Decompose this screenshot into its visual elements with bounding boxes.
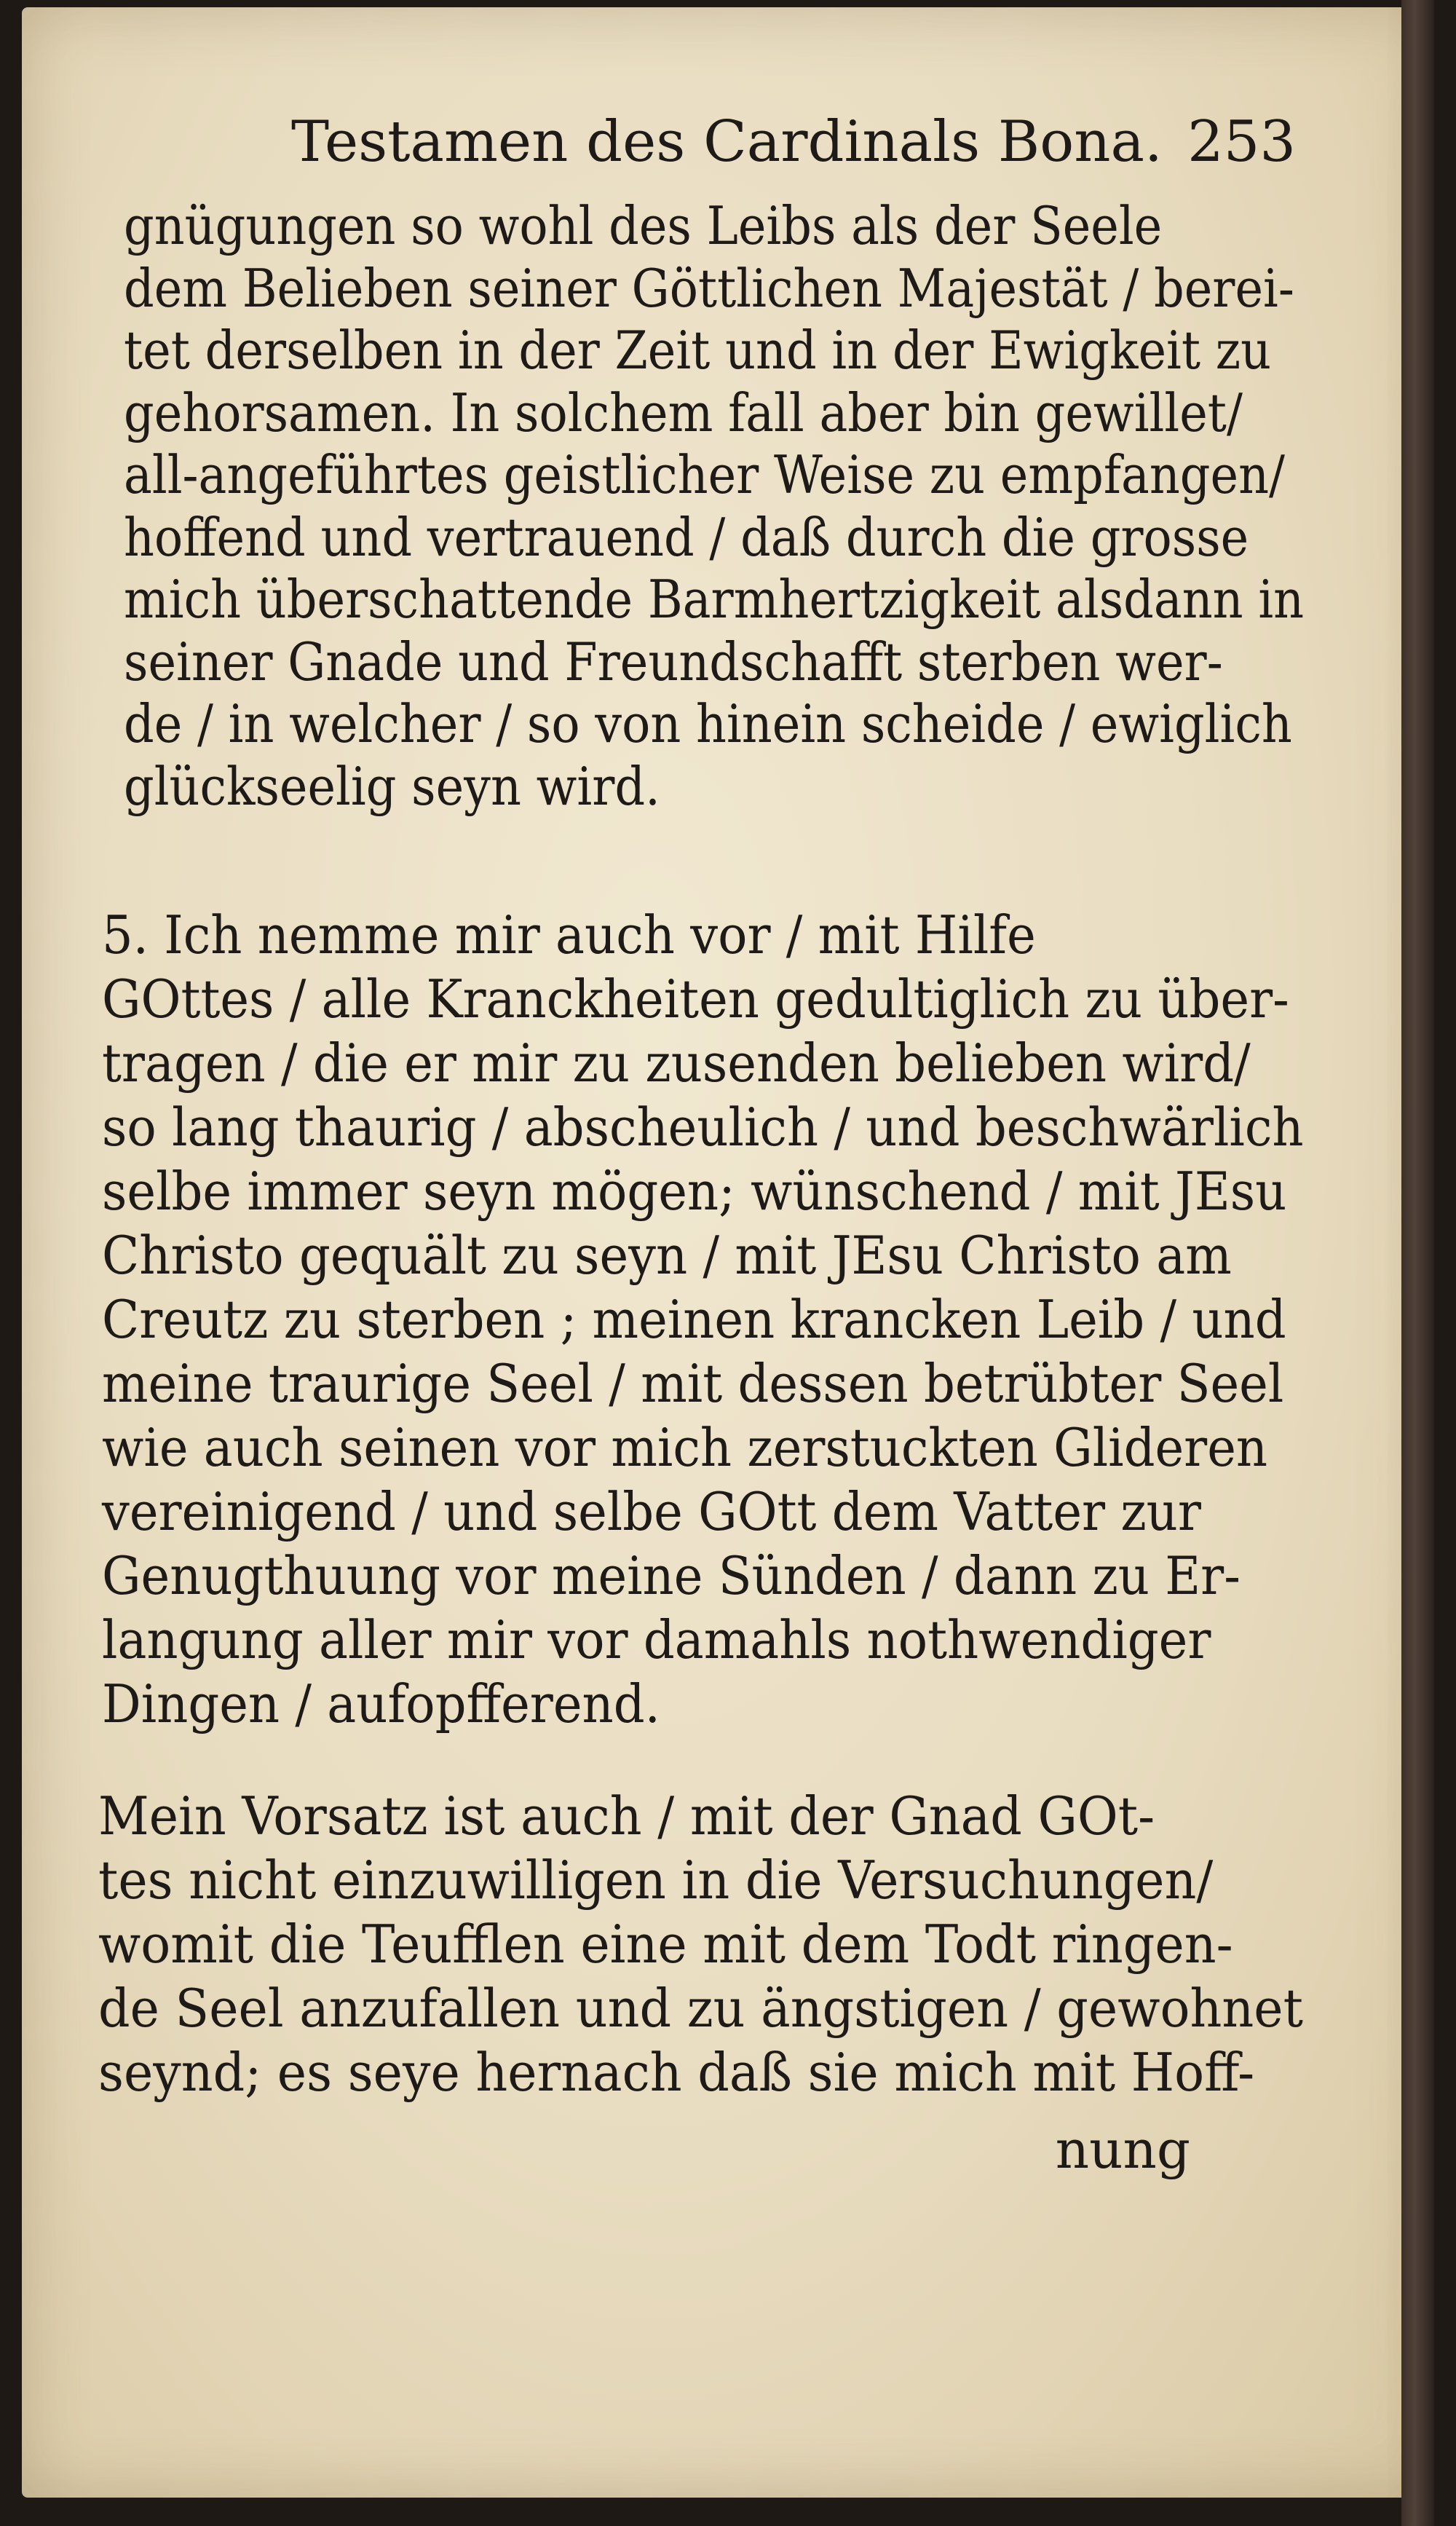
text-line: selbe immer seyn mögen; wünschend / mit JEsu xyxy=(102,1161,1287,1222)
text-line: dem Belieben seiner Göttlichen Majestät / berei- xyxy=(124,257,1294,319)
text-line: Mein Vorsatz ist auch / mit der Gnad GOt- xyxy=(98,1785,1155,1847)
text-line: de Seel anzufallen und zu ängstigen / gewohnet xyxy=(98,1978,1303,2039)
catchword: nung xyxy=(1055,2119,1190,2180)
running-title: Testamen des Cardinals Bona. xyxy=(291,109,1163,175)
text-line: hoffend und vertrauend / daß durch die grosse xyxy=(124,506,1249,568)
text-line: GOttes / alle Kranckheiten gedultiglich zu über- xyxy=(102,968,1289,1030)
text-line: Christo gequält zu seyn / mit JEsu Christo am xyxy=(102,1225,1232,1286)
text-line: Genugthuung vor meine Sünden / dann zu Er- xyxy=(102,1545,1241,1606)
text-line: de / in welcher / so von hinein scheide / ewiglich xyxy=(124,693,1292,754)
page-number: 253 xyxy=(1187,109,1296,175)
paragraph-1 xyxy=(124,195,1428,818)
text-line: gnügungen so wohl des Leibs als der Seele xyxy=(124,195,1163,256)
text-line: wie auch seinen vor mich zerstuckten Glideren xyxy=(102,1417,1268,1478)
text-line: tet derselben in der Zeit und in der Ewigkeit zu xyxy=(124,320,1272,381)
paragraph-2 xyxy=(102,903,1393,1736)
text-line: tes nicht einzuwilligen in die Versuchungen/ xyxy=(98,1850,1214,1911)
book-page xyxy=(22,7,1423,2498)
text-line: meine traurige Seel / mit dessen betrübter Seel xyxy=(102,1353,1284,1414)
text-line: mich überschattende Barmhertzigkeit alsdann in xyxy=(124,569,1305,630)
text-line: gehorsamen. In solchem fall aber bin gewillet/ xyxy=(124,382,1243,443)
text-line: all-angeführtes geistlicher Weise zu empfangen/ xyxy=(124,444,1285,505)
text-line: so lang thaurig / abscheulich / und beschwärlich xyxy=(102,1097,1304,1158)
page-header xyxy=(262,109,1296,175)
text-line: Dingen / aufopfferend. xyxy=(102,1673,660,1734)
text-line: 5. Ich nemme mir auch vor / mit Hilfe xyxy=(102,904,1036,966)
text-line: glückseelig seyn wird. xyxy=(124,755,660,817)
text-line: vereinigend / und selbe GOtt dem Vatter zur xyxy=(102,1481,1201,1542)
text-line: seiner Gnade und Freundschafft sterben wer- xyxy=(124,631,1223,692)
text-line: seynd; es seye hernach daß sie mich mit Hoff- xyxy=(98,2042,1255,2103)
paragraph-3 xyxy=(98,1784,1372,2104)
book-binding-edge xyxy=(1401,0,1434,2526)
text-line: langung aller mir vor damahls nothwendiger xyxy=(102,1609,1211,1670)
text-line: womit die Teufflen eine mit dem Todt ringen- xyxy=(98,1914,1233,1975)
text-line: tragen / die er mir zu zusenden belieben wird/ xyxy=(102,1033,1251,1094)
text-line: Creutz zu sterben ; meinen krancken Leib / und xyxy=(102,1289,1286,1350)
